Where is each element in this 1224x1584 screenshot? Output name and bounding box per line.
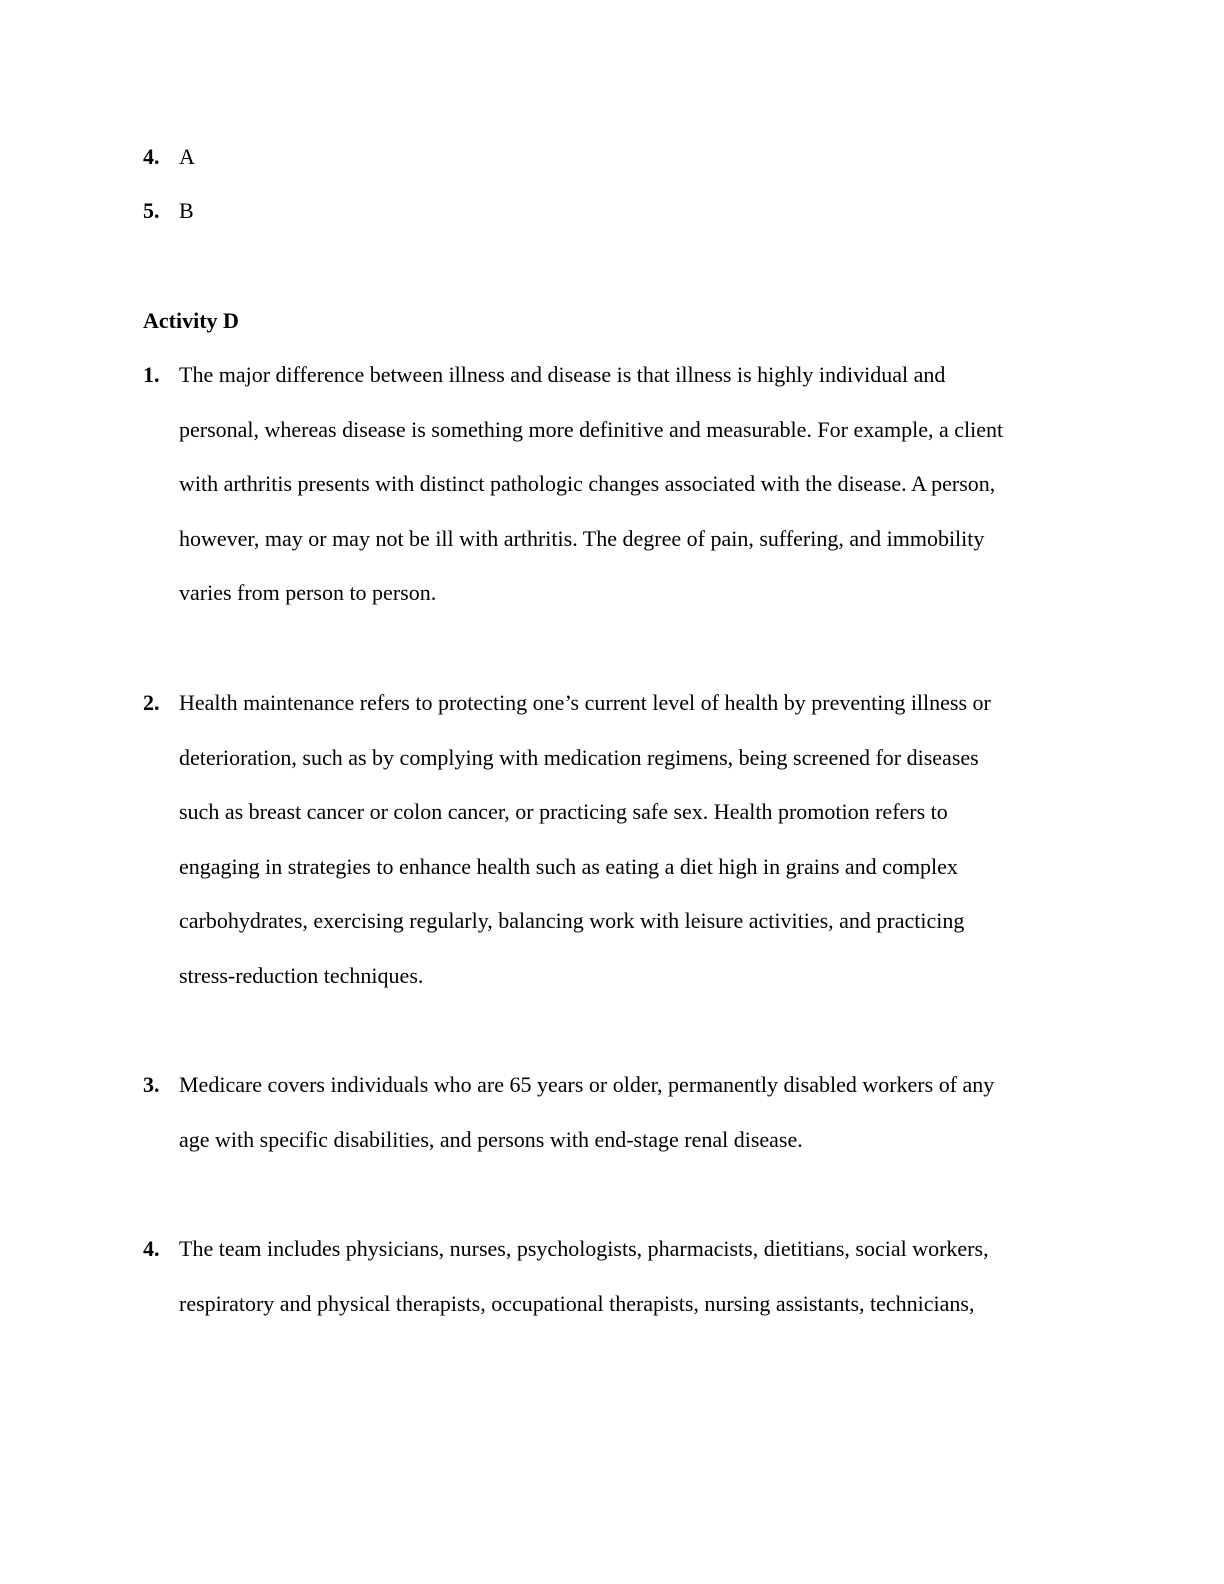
- item-text-line: The team includes physicians, nurses, psychologists, pharmacists, dietitians, social workers,: [179, 1236, 989, 1261]
- answer-number: 4.: [143, 144, 160, 169]
- item-text-line: The major difference between illness and disease is that illness is highly individual and: [179, 362, 946, 387]
- item-text-line: however, may or may not be ill with arthritis. The degree of pain, suffering, and immobility: [179, 525, 985, 551]
- item-text-line: such as breast cancer or colon cancer, or practicing safe sex. Health promotion refers to: [179, 799, 948, 825]
- item-text-line: with arthritis presents with distinct pathologic changes associated with the disease. A person,: [179, 471, 996, 497]
- item-text-line: engaging in strategies to enhance health such as eating a diet high in grains and complex: [179, 853, 958, 879]
- item-text-line: Health maintenance refers to protecting one’s current level of health by preventing illness or: [179, 690, 991, 715]
- item-number: 3.: [143, 1072, 160, 1097]
- item-number: 1.: [143, 362, 160, 387]
- item-text-line: age with specific disabilities, and persons with end-stage renal disease.: [179, 1126, 803, 1152]
- answer-letter: A: [179, 144, 195, 169]
- list-item: [143, 348, 1083, 621]
- list-item: [143, 1058, 1083, 1167]
- item-number: 4.: [143, 1236, 160, 1261]
- item-text-line: deterioration, such as by complying with medication regimens, being screened for diseases: [179, 744, 979, 770]
- item-text-line: stress-reduction techniques.: [179, 962, 424, 988]
- item-text-line: personal, whereas disease is something more definitive and measurable. For example, a client: [179, 416, 1004, 442]
- item-text-line: Medicare covers individuals who are 65 years or older, permanently disabled workers of any: [179, 1072, 995, 1097]
- item-text-line: varies from person to person.: [179, 580, 437, 606]
- item-text-line: carbohydrates, exercising regularly, balancing work with leisure activities, and practicing: [179, 908, 965, 934]
- section-heading: Activity D: [143, 308, 239, 333]
- answer-letter: B: [179, 198, 194, 223]
- list-item: [143, 1222, 1083, 1331]
- list-item: [143, 676, 1083, 1004]
- answer-number: 5.: [143, 198, 160, 223]
- item-text-line: respiratory and physical therapists, occupational therapists, nursing assistants, technicians,: [179, 1290, 975, 1316]
- item-number: 2.: [143, 690, 160, 715]
